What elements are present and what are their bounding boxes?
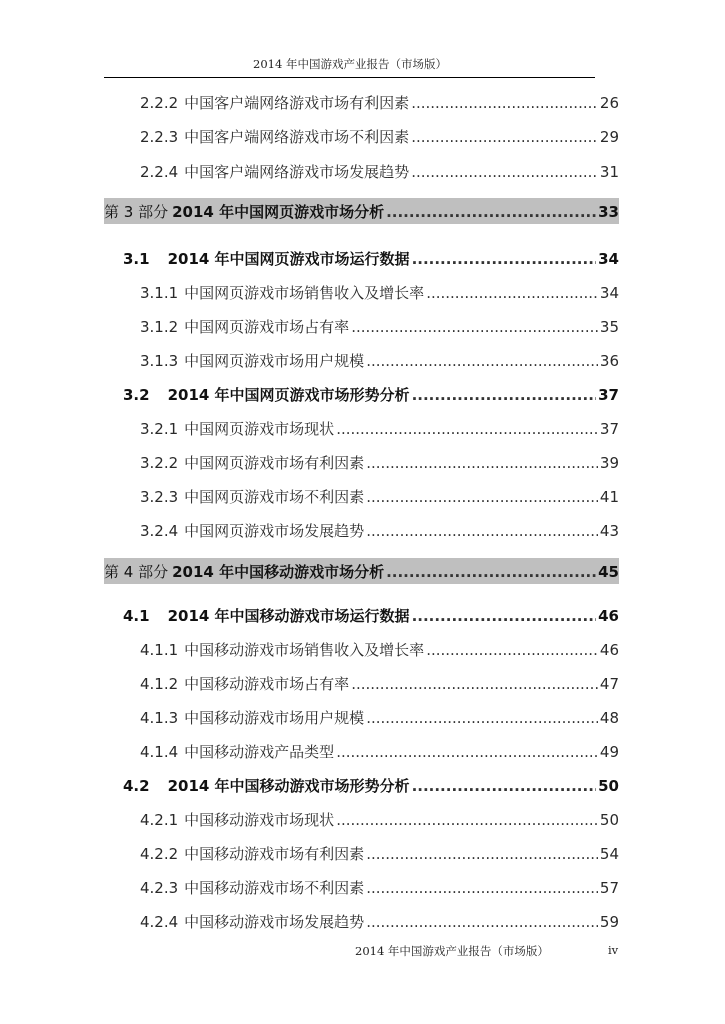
toc-entry-title: 中国网页游戏市场用户规模 <box>184 352 365 370</box>
toc-entry-number: 4.1.1 <box>140 641 179 659</box>
toc-part-heading[interactable] <box>104 558 619 584</box>
toc-leader-dots <box>386 563 596 581</box>
toc-leader-dots <box>412 386 597 404</box>
toc-page-number: 33 <box>598 203 619 221</box>
toc-subsection-entry[interactable] <box>140 316 619 340</box>
toc-subsection-entry[interactable] <box>140 520 619 544</box>
toc-entry-title: 中国网页游戏市场不利因素 <box>184 488 365 506</box>
toc-entry-title: 中国网页游戏市场占有率 <box>184 318 350 336</box>
toc-subsection-entry[interactable] <box>140 911 619 935</box>
toc-leader-dots <box>351 675 598 693</box>
toc-entry-title: 2014 年中国移动游戏市场形势分析 <box>167 777 410 795</box>
toc-entry-number: 4.1.3 <box>140 709 179 727</box>
toc-subsection-entry[interactable] <box>140 282 619 306</box>
footer-title: 2014 年中国游戏产业报告（市场版） <box>355 944 549 958</box>
header-title: 2014 年中国游戏产业报告（市场版） <box>253 57 447 71</box>
toc-subsection-entry[interactable] <box>140 161 619 185</box>
toc-entry-title: 中国网页游戏市场销售收入及增长率 <box>184 284 425 302</box>
toc-entry-number: 4.2.3 <box>140 879 179 897</box>
toc-subsection-entry[interactable] <box>140 92 619 116</box>
header-divider <box>104 77 595 78</box>
toc-entry-title: 中国客户端网络游戏市场有利因素 <box>184 94 410 112</box>
toc-entry-title: 中国移动游戏市场占有率 <box>184 675 350 693</box>
toc-entry-title: 中国网页游戏市场有利因素 <box>184 454 365 472</box>
toc-leader-dots <box>426 284 598 302</box>
toc-section-entry[interactable] <box>123 775 619 799</box>
toc-subsection-entry[interactable] <box>140 639 619 663</box>
toc-section-entry[interactable] <box>123 605 619 629</box>
toc-entry-title: 中国网页游戏市场发展趋势 <box>184 522 365 540</box>
toc-page-number: 26 <box>599 94 619 112</box>
toc-page-number: 37 <box>598 386 619 404</box>
toc-subsection-entry[interactable] <box>140 418 619 442</box>
toc-leader-dots <box>412 250 597 268</box>
toc-entry-number: 4.2.1 <box>140 811 179 829</box>
toc-page-number: 57 <box>599 879 619 897</box>
toc-leader-dots <box>411 94 598 112</box>
toc-entry-title: 中国移动游戏市场现状 <box>184 811 335 829</box>
toc-section-entry[interactable] <box>123 248 619 272</box>
toc-page-number: 46 <box>598 607 619 625</box>
footer-page-number: iv <box>608 943 619 957</box>
toc-part-heading[interactable] <box>104 198 619 224</box>
toc-entry-title: 中国网页游戏市场现状 <box>184 420 335 438</box>
toc-subsection-entry[interactable] <box>140 809 619 833</box>
toc-entry-number: 3.1.1 <box>140 284 179 302</box>
toc-entry-title: 中国移动游戏市场有利因素 <box>184 845 365 863</box>
toc-leader-dots <box>366 352 598 370</box>
toc-leader-dots <box>426 641 598 659</box>
toc-entry-number: 2.2.3 <box>140 128 179 146</box>
toc-page-number: 48 <box>599 709 619 727</box>
toc-leader-dots <box>386 203 596 221</box>
toc-leader-dots <box>336 743 598 761</box>
toc-page-number: 36 <box>599 352 619 370</box>
toc-subsection-entry[interactable] <box>140 486 619 510</box>
toc-part-prefix: 第 4 部分 <box>104 563 169 581</box>
toc-page-number: 45 <box>598 563 619 581</box>
toc-subsection-entry[interactable] <box>140 126 619 150</box>
toc-entry-number: 3.2 <box>123 386 150 404</box>
toc-leader-dots <box>366 522 598 540</box>
toc-entry-title: 2014 年中国网页游戏市场形势分析 <box>167 386 410 404</box>
toc-entry-title: 中国移动游戏市场用户规模 <box>184 709 365 727</box>
toc-entry-title: 中国移动游戏产品类型 <box>184 743 335 761</box>
toc-subsection-entry[interactable] <box>140 452 619 476</box>
toc-leader-dots <box>336 420 598 438</box>
toc-page-number: 37 <box>599 420 619 438</box>
toc-page-number: 43 <box>599 522 619 540</box>
toc-leader-dots <box>412 777 597 795</box>
toc-entry-number: 3.1.2 <box>140 318 179 336</box>
toc-subsection-entry[interactable] <box>140 843 619 867</box>
toc-entry-number: 3.2.4 <box>140 522 179 540</box>
toc-subsection-entry[interactable] <box>140 673 619 697</box>
toc-entry-number: 3.2.3 <box>140 488 179 506</box>
toc-leader-dots <box>351 318 598 336</box>
toc-entry-title: 2014 年中国网页游戏市场分析 <box>172 203 385 221</box>
toc-entry-title: 中国客户端网络游戏市场发展趋势 <box>184 163 410 181</box>
toc-entry-number: 4.2.4 <box>140 913 179 931</box>
toc-entry-number: 3.1 <box>123 250 150 268</box>
toc-leader-dots <box>411 163 598 181</box>
toc-leader-dots <box>366 488 598 506</box>
toc-entry-number: 3.1.3 <box>140 352 179 370</box>
toc-page-number: 46 <box>599 641 619 659</box>
toc-page-number: 31 <box>599 163 619 181</box>
toc-entry-number: 3.2.1 <box>140 420 179 438</box>
toc-entry-number: 2.2.2 <box>140 94 179 112</box>
toc-subsection-entry[interactable] <box>140 877 619 901</box>
toc-page-number: 50 <box>599 811 619 829</box>
toc-leader-dots <box>411 128 598 146</box>
toc-entry-number: 2.2.4 <box>140 163 179 181</box>
toc-entry-number: 4.1.4 <box>140 743 179 761</box>
toc-entry-number: 4.1 <box>123 607 150 625</box>
toc-leader-dots <box>366 913 598 931</box>
toc-page-number: 34 <box>599 284 619 302</box>
toc-entry-title: 中国移动游戏市场发展趋势 <box>184 913 365 931</box>
toc-entry-title: 2014 年中国网页游戏市场运行数据 <box>167 250 410 268</box>
toc-entry-number: 3.2.2 <box>140 454 179 472</box>
toc-leader-dots <box>366 845 598 863</box>
toc-page-number: 41 <box>599 488 619 506</box>
toc-entry-title: 2014 年中国移动游戏市场分析 <box>172 563 385 581</box>
toc-entry-title: 中国客户端网络游戏市场不利因素 <box>184 128 410 146</box>
toc-page-number: 47 <box>599 675 619 693</box>
toc-entry-title: 2014 年中国移动游戏市场运行数据 <box>167 607 410 625</box>
toc-subsection-entry[interactable] <box>140 350 619 374</box>
toc-page-number: 34 <box>598 250 619 268</box>
toc-page-number: 39 <box>599 454 619 472</box>
toc-subsection-entry[interactable] <box>140 741 619 765</box>
toc-entry-number: 4.1.2 <box>140 675 179 693</box>
toc-entry-number: 4.2.2 <box>140 845 179 863</box>
toc-leader-dots <box>336 811 598 829</box>
toc-page-number: 35 <box>599 318 619 336</box>
toc-subsection-entry[interactable] <box>140 707 619 731</box>
toc-section-entry[interactable] <box>123 384 619 408</box>
toc-page-number: 29 <box>599 128 619 146</box>
toc-entry-number: 4.2 <box>123 777 150 795</box>
toc-leader-dots <box>412 607 597 625</box>
toc-page-number: 49 <box>599 743 619 761</box>
toc-page-number: 50 <box>598 777 619 795</box>
toc-part-prefix: 第 3 部分 <box>104 203 169 221</box>
toc-leader-dots <box>366 879 598 897</box>
toc-entry-title: 中国移动游戏市场销售收入及增长率 <box>184 641 425 659</box>
toc-page-number: 54 <box>599 845 619 863</box>
toc-leader-dots <box>366 709 598 727</box>
toc-leader-dots <box>366 454 598 472</box>
toc-entry-title: 中国移动游戏市场不利因素 <box>184 879 365 897</box>
toc-page-number: 59 <box>599 913 619 931</box>
